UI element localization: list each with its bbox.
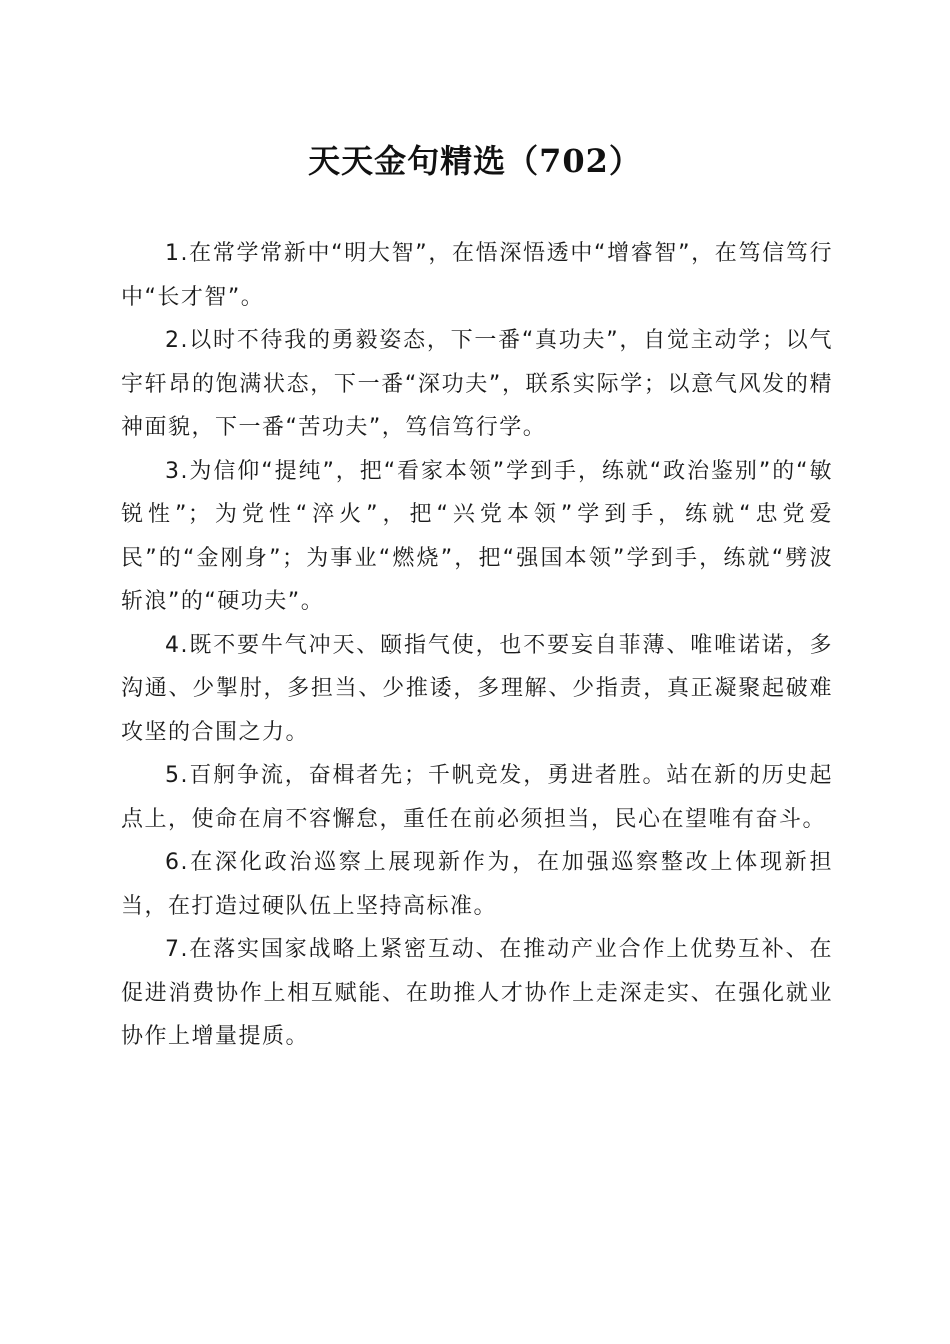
paragraph-7: 7.在落实国家战略上紧密互动、在推动产业合作上优势互补、在促进消费协作上相互赋能、在助推人才协作上走深走实、在强化就业协作上增量提质。	[121, 937, 833, 1049]
paragraph-2: 2.以时不待我的勇毅姿态，下一番“真功夫”，自觉主动学；以气宇轩昂的饱满状态，下一番“深功夫”，联系实际学；以意气风发的精神面貌，下一番“苦功夫”，笃信笃行学。	[121, 328, 833, 440]
paragraph-5: 5.百舸争流，奋楫者先；千帆竞发，勇进者胜。站在新的历史起点上，使命在肩不容懈怠，重任在前必须担当，民心在望唯有奋斗。	[121, 763, 833, 832]
page-title: 天天金句精选（702）	[308, 142, 642, 180]
paragraph-6: 6.在深化政治巡察上展现新作为，在加强巡察整改上体现新担当，在打造过硬队伍上坚持高标准。	[121, 850, 833, 919]
paragraph-1: 1.在常学常新中“明大智”，在悟深悟透中“增睿智”，在笃信笃行中“长才智”。	[121, 241, 833, 310]
paragraph-4: 4.既不要牛气冲天、颐指气使，也不要妄自菲薄、唯唯诺诺，多沟通、少掣肘，多担当、少推诿，多理解、少指责，真正凝聚起破难攻坚的合围之力。	[121, 632, 833, 745]
document-body	[121, 232, 833, 1059]
paragraph-3: 3.为信仰“提纯”，把“看家本领”学到手，练就“政治鉴别”的“敏锐性”；为党性“淬火”，把“兴党本领”学到手，练就“忠党爱民”的“金刚身”；为事业“燃烧”，把“强国本领”学到手，练就“劈波斩浪”的“硬功夫”。	[121, 458, 833, 614]
